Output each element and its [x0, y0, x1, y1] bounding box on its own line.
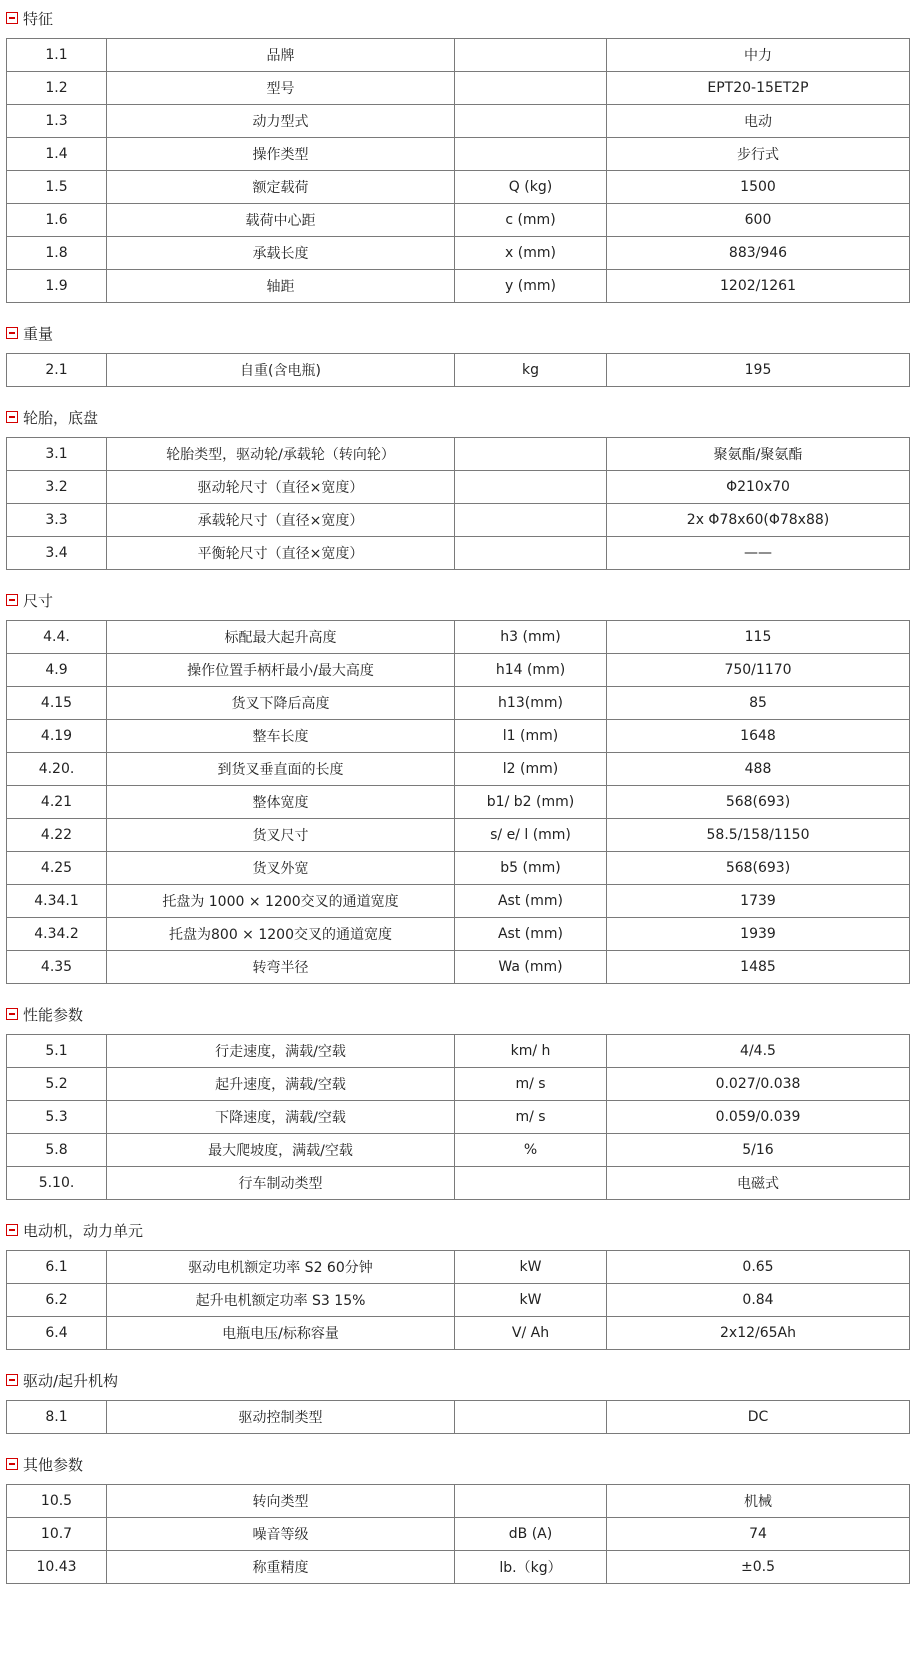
parameter-name-cell: 整体宽度 — [107, 786, 455, 819]
parameter-value-cell: 568(693) — [607, 786, 910, 819]
row-number-cell: 6.4 — [7, 1317, 107, 1350]
table-row — [7, 72, 910, 105]
parameter-value-cell: DC — [607, 1401, 910, 1434]
parameter-value-cell: ±0.5 — [607, 1551, 910, 1584]
parameter-value-cell: 1939 — [607, 918, 910, 951]
parameter-value-cell: 195 — [607, 354, 910, 387]
section-title: 重量 — [23, 324, 54, 343]
parameter-unit-cell — [455, 438, 607, 471]
table-row — [7, 1284, 910, 1317]
spec-table — [6, 1400, 910, 1434]
table-row — [7, 537, 910, 570]
row-number-cell: 3.2 — [7, 471, 107, 504]
parameter-name-cell: 驱动电机额定功率 S2 60分钟 — [107, 1251, 455, 1284]
parameter-unit-cell: kW — [455, 1251, 607, 1284]
parameter-name-cell: 行车制动类型 — [107, 1167, 455, 1200]
parameter-unit-cell: Ast (mm) — [455, 885, 607, 918]
table-row — [7, 171, 910, 204]
parameter-unit-cell: kW — [455, 1284, 607, 1317]
parameter-unit-cell: c (mm) — [455, 204, 607, 237]
table-row — [7, 786, 910, 819]
parameter-unit-cell: h13(mm) — [455, 687, 607, 720]
row-number-cell: 1.9 — [7, 270, 107, 303]
parameter-unit-cell — [455, 504, 607, 537]
parameter-value-cell: 0.65 — [607, 1251, 910, 1284]
row-number-cell: 10.43 — [7, 1551, 107, 1584]
parameter-name-cell: 行走速度，满载/空载 — [107, 1035, 455, 1068]
row-number-cell: 2.1 — [7, 354, 107, 387]
row-number-cell: 4.20. — [7, 753, 107, 786]
parameter-unit-cell: m/ s — [455, 1101, 607, 1134]
parameter-unit-cell — [455, 105, 607, 138]
parameter-value-cell: 2x Φ78x60(Φ78x88) — [607, 504, 910, 537]
parameter-name-cell: 载荷中心距 — [107, 204, 455, 237]
spec-section — [6, 6, 909, 303]
table-row — [7, 1251, 910, 1284]
parameter-name-cell: 品牌 — [107, 39, 455, 72]
table-row — [7, 1167, 910, 1200]
parameter-value-cell: 750/1170 — [607, 654, 910, 687]
parameter-name-cell: 标配最大起升高度 — [107, 621, 455, 654]
parameter-name-cell: 称重精度 — [107, 1551, 455, 1584]
parameter-name-cell: 平衡轮尺寸（直径×宽度） — [107, 537, 455, 570]
table-row — [7, 204, 910, 237]
row-number-cell: 3.1 — [7, 438, 107, 471]
collapse-minus-icon[interactable] — [6, 1008, 18, 1020]
parameter-unit-cell: b1/ b2 (mm) — [455, 786, 607, 819]
parameter-name-cell: 下降速度，满载/空载 — [107, 1101, 455, 1134]
section-header[interactable] — [6, 1368, 909, 1392]
parameter-unit-cell — [455, 1401, 607, 1434]
parameter-name-cell: 起升速度，满载/空载 — [107, 1068, 455, 1101]
row-number-cell: 4.22 — [7, 819, 107, 852]
row-number-cell: 1.5 — [7, 171, 107, 204]
parameter-unit-cell: Ast (mm) — [455, 918, 607, 951]
section-title: 轮胎，底盘 — [23, 408, 99, 427]
parameter-value-cell: 2x12/65Ah — [607, 1317, 910, 1350]
row-number-cell: 1.1 — [7, 39, 107, 72]
collapse-minus-icon[interactable] — [6, 594, 18, 606]
spec-section — [6, 1218, 909, 1350]
parameter-name-cell: 额定载荷 — [107, 171, 455, 204]
row-number-cell: 10.7 — [7, 1518, 107, 1551]
section-header[interactable] — [6, 1218, 909, 1242]
parameter-unit-cell — [455, 1167, 607, 1200]
collapse-minus-icon[interactable] — [6, 327, 18, 339]
table-row — [7, 720, 910, 753]
parameter-name-cell: 到货叉垂直面的长度 — [107, 753, 455, 786]
parameter-value-cell: 4/4.5 — [607, 1035, 910, 1068]
parameter-value-cell: 1485 — [607, 951, 910, 984]
table-row — [7, 1485, 910, 1518]
parameter-name-cell: 轴距 — [107, 270, 455, 303]
parameter-name-cell: 噪音等级 — [107, 1518, 455, 1551]
table-row — [7, 354, 910, 387]
parameter-unit-cell: y (mm) — [455, 270, 607, 303]
parameter-name-cell: 托盘为800 × 1200交叉的通道宽度 — [107, 918, 455, 951]
section-title: 尺寸 — [23, 591, 54, 610]
parameter-name-cell: 整车长度 — [107, 720, 455, 753]
parameter-value-cell: 600 — [607, 204, 910, 237]
spec-section — [6, 1002, 909, 1200]
table-row — [7, 819, 910, 852]
parameter-value-cell: 488 — [607, 753, 910, 786]
parameter-unit-cell — [455, 138, 607, 171]
row-number-cell: 4.9 — [7, 654, 107, 687]
table-row — [7, 918, 910, 951]
row-number-cell: 5.8 — [7, 1134, 107, 1167]
table-row — [7, 753, 910, 786]
parameter-name-cell: 承载轮尺寸（直径×宽度） — [107, 504, 455, 537]
parameter-unit-cell: h14 (mm) — [455, 654, 607, 687]
row-number-cell: 1.6 — [7, 204, 107, 237]
table-row — [7, 237, 910, 270]
table-row — [7, 105, 910, 138]
row-number-cell: 4.4. — [7, 621, 107, 654]
section-title: 其他参数 — [23, 1455, 84, 1474]
parameter-value-cell: 5/16 — [607, 1134, 910, 1167]
parameter-value-cell: 74 — [607, 1518, 910, 1551]
parameter-value-cell: 聚氨酯/聚氨酯 — [607, 438, 910, 471]
row-number-cell: 1.8 — [7, 237, 107, 270]
table-row — [7, 1035, 910, 1068]
parameter-value-cell: 85 — [607, 687, 910, 720]
section-title: 驱动/起升机构 — [23, 1371, 119, 1390]
parameter-name-cell: 托盘为 1000 × 1200交叉的通道宽度 — [107, 885, 455, 918]
parameter-unit-cell — [455, 471, 607, 504]
parameter-value-cell: 115 — [607, 621, 910, 654]
section-header[interactable] — [6, 321, 909, 345]
table-row — [7, 687, 910, 720]
parameter-value-cell: 1739 — [607, 885, 910, 918]
parameter-value-cell: 1648 — [607, 720, 910, 753]
table-row — [7, 951, 910, 984]
table-row — [7, 1134, 910, 1167]
parameter-unit-cell: m/ s — [455, 1068, 607, 1101]
collapse-minus-icon[interactable] — [6, 12, 18, 24]
spec-table — [6, 38, 910, 303]
parameter-unit-cell: km/ h — [455, 1035, 607, 1068]
row-number-cell: 4.19 — [7, 720, 107, 753]
table-row — [7, 621, 910, 654]
table-row — [7, 471, 910, 504]
parameter-name-cell: 操作位置手柄杆最小/最大高度 — [107, 654, 455, 687]
parameter-name-cell: 动力型式 — [107, 105, 455, 138]
table-row — [7, 1101, 910, 1134]
collapse-minus-icon[interactable] — [6, 1458, 18, 1470]
parameter-name-cell: 驱动轮尺寸（直径×宽度） — [107, 471, 455, 504]
parameter-name-cell: 起升电机额定功率 S3 15% — [107, 1284, 455, 1317]
section-title: 特征 — [23, 9, 54, 28]
parameter-unit-cell — [455, 1485, 607, 1518]
parameter-value-cell: 机械 — [607, 1485, 910, 1518]
parameter-unit-cell: Wa (mm) — [455, 951, 607, 984]
table-row — [7, 504, 910, 537]
parameter-unit-cell: s/ e/ l (mm) — [455, 819, 607, 852]
row-number-cell: 6.1 — [7, 1251, 107, 1284]
parameter-name-cell: 最大爬坡度，满载/空载 — [107, 1134, 455, 1167]
parameter-name-cell: 货叉外宽 — [107, 852, 455, 885]
section-header[interactable] — [6, 405, 909, 429]
parameter-value-cell: 1202/1261 — [607, 270, 910, 303]
section-header[interactable] — [6, 1452, 909, 1476]
collapse-minus-icon[interactable] — [6, 411, 18, 423]
parameter-unit-cell: h3 (mm) — [455, 621, 607, 654]
parameter-name-cell: 驱动控制类型 — [107, 1401, 455, 1434]
collapse-minus-icon[interactable] — [6, 1224, 18, 1236]
parameter-value-cell: 1500 — [607, 171, 910, 204]
table-row — [7, 39, 910, 72]
row-number-cell: 4.21 — [7, 786, 107, 819]
parameter-value-cell: 电动 — [607, 105, 910, 138]
section-header[interactable] — [6, 6, 909, 30]
parameter-value-cell: 步行式 — [607, 138, 910, 171]
section-title: 性能参数 — [23, 1005, 84, 1024]
parameter-value-cell: 58.5/158/1150 — [607, 819, 910, 852]
parameter-value-cell: 0.059/0.039 — [607, 1101, 910, 1134]
spec-table — [6, 437, 910, 570]
table-row — [7, 1551, 910, 1584]
row-number-cell: 1.4 — [7, 138, 107, 171]
row-number-cell: 5.1 — [7, 1035, 107, 1068]
parameter-unit-cell: kg — [455, 354, 607, 387]
table-row — [7, 138, 910, 171]
parameter-unit-cell — [455, 39, 607, 72]
parameter-unit-cell — [455, 537, 607, 570]
row-number-cell: 5.10. — [7, 1167, 107, 1200]
spec-table — [6, 1484, 910, 1584]
table-row — [7, 885, 910, 918]
row-number-cell: 4.25 — [7, 852, 107, 885]
parameter-value-cell: 中力 — [607, 39, 910, 72]
parameter-unit-cell: V/ Ah — [455, 1317, 607, 1350]
row-number-cell: 1.3 — [7, 105, 107, 138]
row-number-cell: 3.3 — [7, 504, 107, 537]
row-number-cell: 4.34.2 — [7, 918, 107, 951]
parameter-name-cell: 转向类型 — [107, 1485, 455, 1518]
spec-table — [6, 1034, 910, 1200]
parameter-name-cell: 操作类型 — [107, 138, 455, 171]
section-header[interactable] — [6, 1002, 909, 1026]
parameter-value-cell: EPT20-15ET2P — [607, 72, 910, 105]
row-number-cell: 4.15 — [7, 687, 107, 720]
parameter-value-cell: Φ210x70 — [607, 471, 910, 504]
parameter-value-cell: 0.84 — [607, 1284, 910, 1317]
spec-section — [6, 1452, 909, 1584]
spec-table — [6, 1250, 910, 1350]
row-number-cell: 5.2 — [7, 1068, 107, 1101]
row-number-cell: 5.3 — [7, 1101, 107, 1134]
parameter-unit-cell: l1 (mm) — [455, 720, 607, 753]
parameter-value-cell: 883/946 — [607, 237, 910, 270]
parameter-unit-cell: lb.（kg） — [455, 1551, 607, 1584]
spec-section — [6, 1368, 909, 1434]
row-number-cell: 4.35 — [7, 951, 107, 984]
parameter-name-cell: 轮胎类型，驱动轮/承载轮（转向轮） — [107, 438, 455, 471]
parameter-value-cell: —— — [607, 537, 910, 570]
parameter-name-cell: 货叉下降后高度 — [107, 687, 455, 720]
parameter-name-cell: 承载长度 — [107, 237, 455, 270]
row-number-cell: 4.34.1 — [7, 885, 107, 918]
table-row — [7, 1068, 910, 1101]
spec-section — [6, 321, 909, 387]
parameter-unit-cell — [455, 72, 607, 105]
parameter-unit-cell: Q (kg) — [455, 171, 607, 204]
parameter-name-cell: 转弯半径 — [107, 951, 455, 984]
table-row — [7, 654, 910, 687]
parameter-name-cell: 自重(含电瓶) — [107, 354, 455, 387]
section-title: 电动机，动力单元 — [23, 1221, 144, 1240]
spec-section — [6, 405, 909, 570]
parameter-name-cell: 货叉尺寸 — [107, 819, 455, 852]
spec-section — [6, 588, 909, 984]
parameter-unit-cell: % — [455, 1134, 607, 1167]
table-row — [7, 438, 910, 471]
row-number-cell: 8.1 — [7, 1401, 107, 1434]
row-number-cell: 10.5 — [7, 1485, 107, 1518]
row-number-cell: 3.4 — [7, 537, 107, 570]
table-row — [7, 1518, 910, 1551]
spec-table — [6, 620, 910, 984]
parameter-name-cell: 型号 — [107, 72, 455, 105]
table-row — [7, 852, 910, 885]
parameter-value-cell: 电磁式 — [607, 1167, 910, 1200]
parameter-name-cell: 电瓶电压/标称容量 — [107, 1317, 455, 1350]
table-row — [7, 1401, 910, 1434]
parameter-value-cell: 0.027/0.038 — [607, 1068, 910, 1101]
parameter-unit-cell: b5 (mm) — [455, 852, 607, 885]
row-number-cell: 6.2 — [7, 1284, 107, 1317]
table-row — [7, 1317, 910, 1350]
parameter-value-cell: 568(693) — [607, 852, 910, 885]
section-header[interactable] — [6, 588, 909, 612]
parameter-unit-cell: dB (A) — [455, 1518, 607, 1551]
spec-table — [6, 353, 910, 387]
table-row — [7, 270, 910, 303]
row-number-cell: 1.2 — [7, 72, 107, 105]
collapse-minus-icon[interactable] — [6, 1374, 18, 1386]
parameter-unit-cell: l2 (mm) — [455, 753, 607, 786]
parameter-unit-cell: x (mm) — [455, 237, 607, 270]
